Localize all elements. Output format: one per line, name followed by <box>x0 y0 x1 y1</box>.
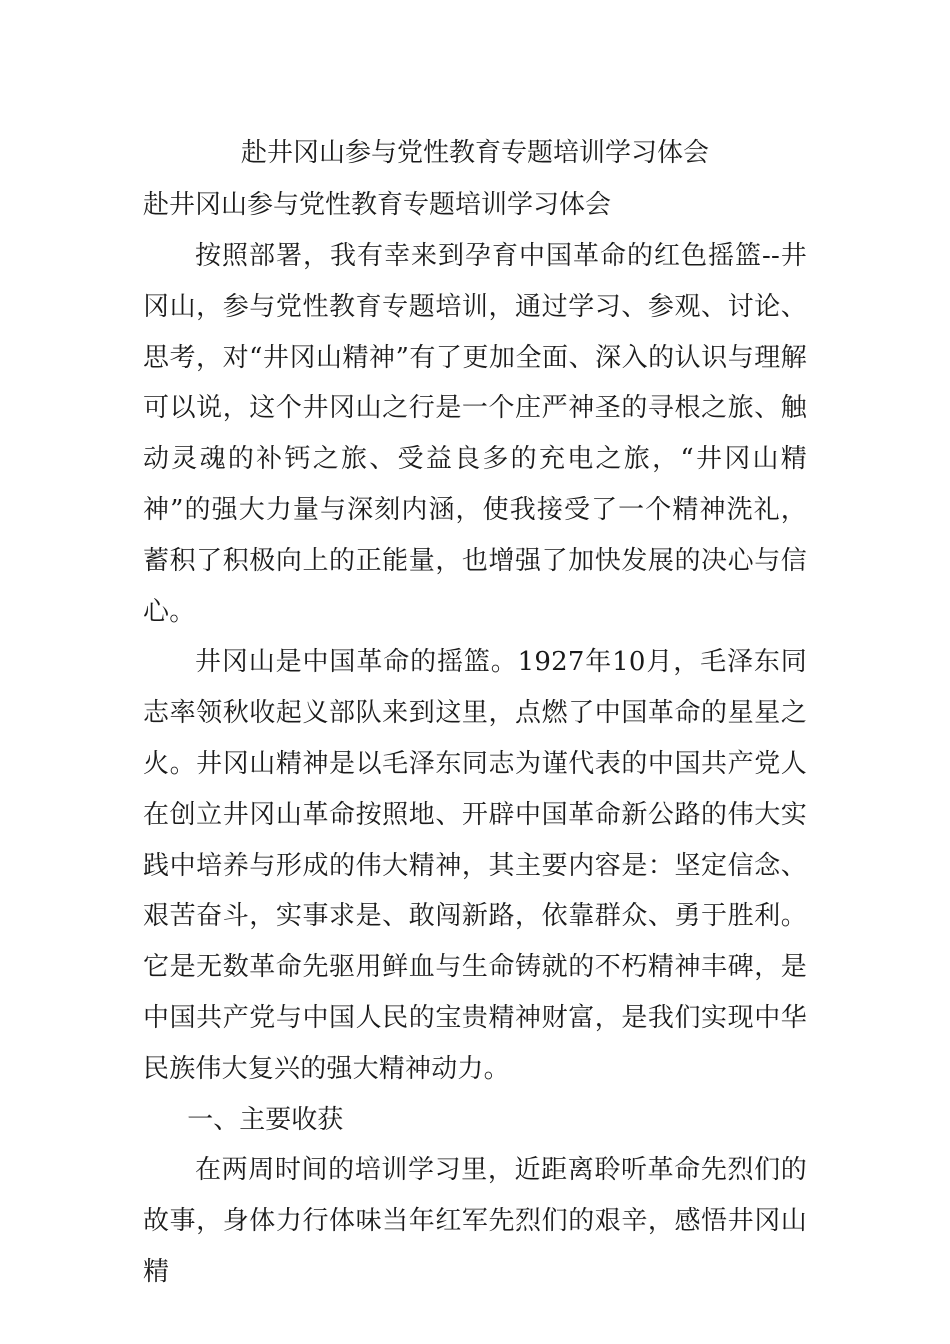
document-body <box>143 127 807 1298</box>
paragraph-jinggangshan: 井冈山是中国革命的摇篮。1927年10月，毛泽东同志率领秋收起义部队来到这里，点燃了中国革命的星星之火。井冈山精神是以毛泽东同志为谨代表的中国共产党人在创立井冈山革命按照地、开辟中国革命新公路的伟大实践中培养与形成的伟大精神，其主要内容是：坚定信念、艰苦奋斗，实事求是、敢闯新路，依靠群众、勇于胜利。它是无数革命先驱用鲜血与生命铸就的不朽精神丰碑，是中国共产党与中国人民的宝贵精神财富，是我们实现中华民族伟大复兴的强大精神动力。 <box>143 647 807 1084</box>
paragraph-intro: 按照部署，我有幸来到孕育中国革命的红色摇篮--井冈山，参与党性教育专题培训，通过学习、参观、讨论、思考，对“井冈山精神”有了更加全面、深入的认识与理解可以说，这个井冈山之行是一个庄严神圣的寻根之旅、触动灵魂的补钙之旅、受益良多的充电之旅，“井冈山精神”的强大力量与深刻内涵，使我接受了一个精神洗礼，蓄积了积极向上的正能量，也增强了加快发展的决心与信心。 <box>143 241 807 627</box>
paragraph-section: 在两周时间的培训学习里，近距离聆听革命先烈们的故事，身体力行体味当年红军先烈们的艰辛，感悟井冈山精 <box>143 1155 807 1287</box>
document-title: 赴井冈山参与党性教育专题培训学习体会 <box>240 138 709 168</box>
document-subtitle: 赴井冈山参与党性教育专题培训学习体会 <box>143 190 612 220</box>
section-heading: 一、主要收获 <box>187 1104 344 1135</box>
